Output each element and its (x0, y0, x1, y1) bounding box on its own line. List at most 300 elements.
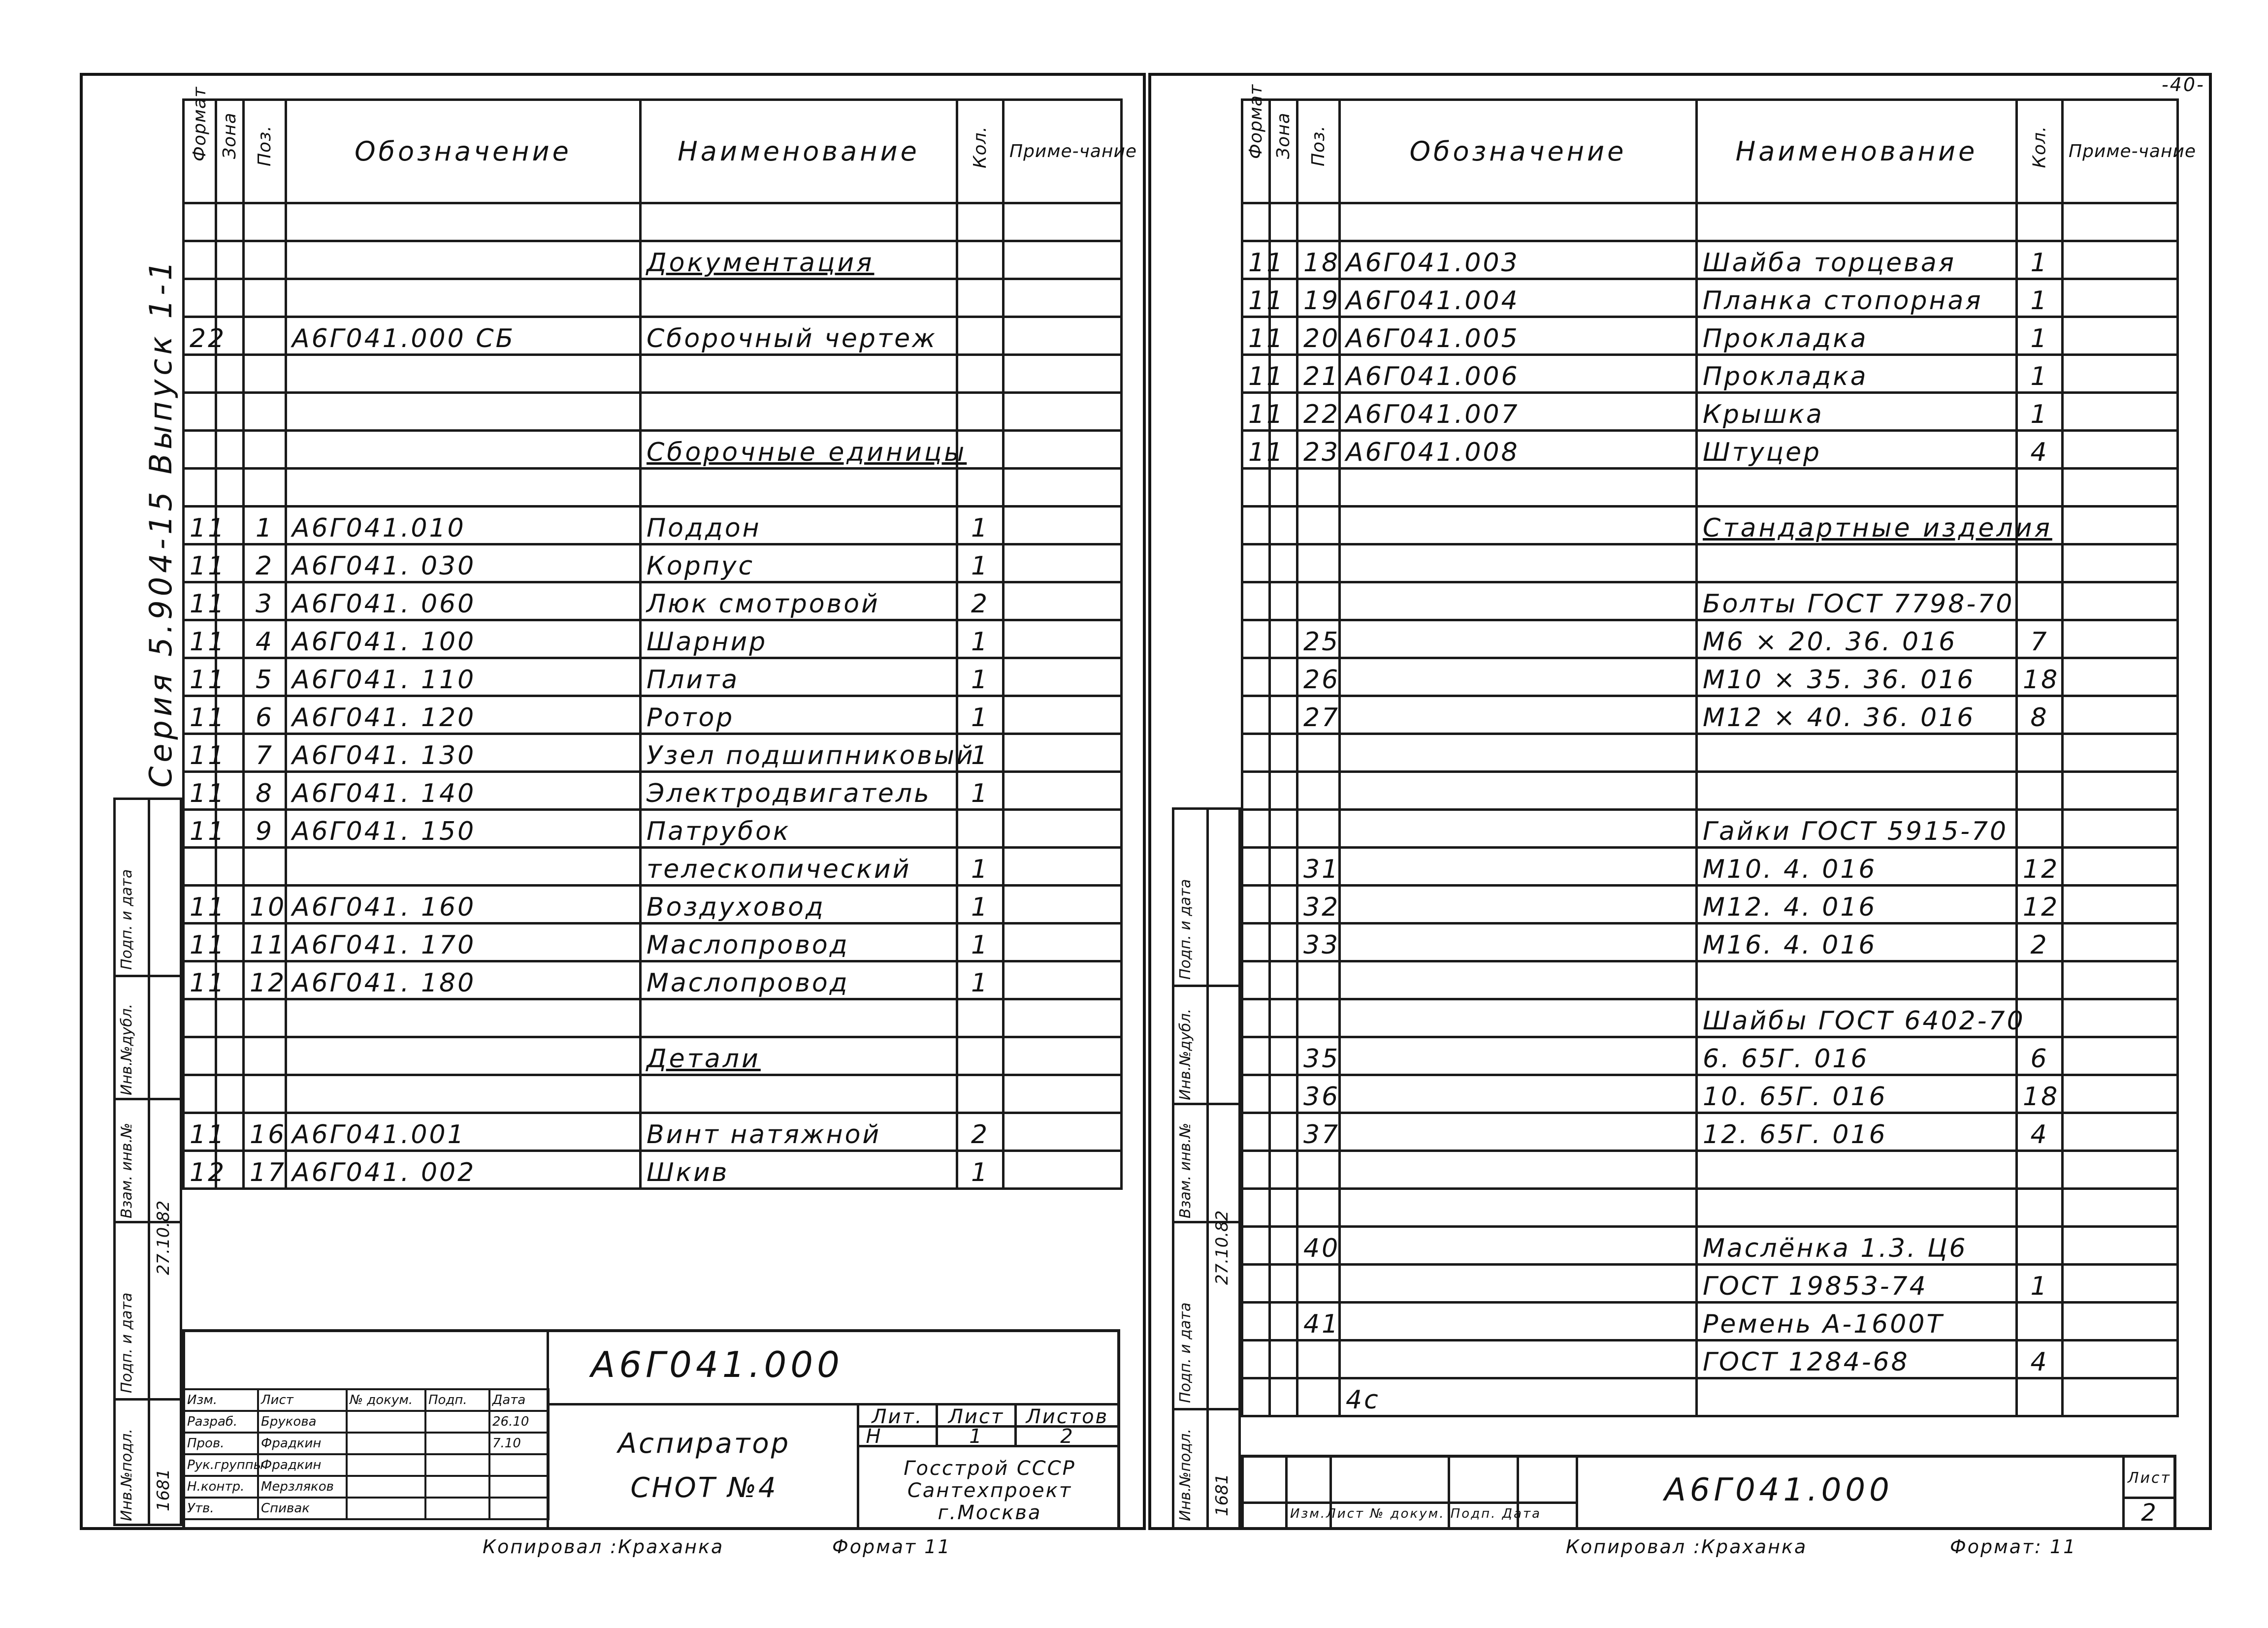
cell-format: 11 (1242, 393, 1270, 431)
cell-designation: А6Г041.003 (1340, 241, 1697, 279)
cell-zone (1270, 999, 1297, 1037)
col-pos: Поз. (244, 100, 286, 203)
cell-qty: 1 (957, 734, 1004, 772)
sheets-label: Листов (1026, 1405, 1109, 1428)
cell-pos: 33 (1297, 924, 1340, 961)
cell-pos (1297, 772, 1340, 810)
side-value-date: 27.10.82 (1212, 1210, 1232, 1285)
cell-zone (1270, 507, 1297, 544)
signature-cell-no (347, 1498, 425, 1519)
side-label-replaced-inv: Взам. инв.№ (118, 1122, 135, 1218)
col-format: Формат (184, 100, 216, 203)
signature-cell-doc: Спивак (258, 1498, 347, 1519)
table-row (1242, 241, 2178, 279)
cell-designation: А6Г041. 002 (286, 1151, 641, 1189)
cell-zone (1270, 886, 1297, 924)
cell-qty: 6 (2017, 1037, 2063, 1075)
cell-name: Детали (641, 1037, 957, 1075)
cell-format (1242, 886, 1270, 924)
cell-designation (286, 1075, 641, 1113)
cell-name: М12. 4. 016 (1697, 886, 2017, 924)
cell-format (1242, 734, 1270, 772)
cell-note (2063, 431, 2178, 469)
cell-note (1004, 1075, 1122, 1113)
cell-qty: 1 (957, 658, 1004, 696)
cell-name: Шкив (641, 1151, 957, 1189)
cell-format (1242, 1037, 1270, 1075)
signature-row (184, 1454, 549, 1476)
cell-format (184, 431, 216, 469)
cell-name: Люк смотровой (641, 582, 957, 620)
cell-name (1697, 734, 2017, 772)
cell-qty: 1 (2017, 355, 2063, 393)
cell-qty: 1 (2017, 393, 2063, 431)
cell-name: М12 × 40. 36. 016 (1697, 696, 2017, 734)
cell-note (2063, 1378, 2178, 1416)
cell-name (641, 393, 957, 431)
cell-pos (1297, 1151, 1340, 1189)
col-qty: Кол. (2017, 100, 2063, 203)
cell-name (641, 203, 957, 241)
cell-pos: 11 (244, 924, 286, 961)
table-row (184, 241, 1122, 279)
cell-pos: 19 (1297, 279, 1340, 317)
cell-designation (1340, 507, 1697, 544)
sheet-label: Лист (948, 1405, 1004, 1428)
cell-format (184, 1075, 216, 1113)
cell-qty (957, 393, 1004, 431)
cell-designation (286, 203, 641, 241)
signature-cell-role: Рук.группы (184, 1454, 258, 1476)
cell-designation: А6Г041. 100 (286, 620, 641, 658)
cell-pos: 2 (244, 544, 286, 582)
cell-format: 11 (184, 961, 216, 999)
cell-designation (1340, 772, 1697, 810)
cell-designation (286, 1037, 641, 1075)
cell-name (1697, 1151, 2017, 1189)
cell-pos (244, 1075, 286, 1113)
cell-qty: 1 (2017, 317, 2063, 355)
cell-qty: 4 (2017, 1341, 2063, 1378)
table-row (184, 620, 1122, 658)
cell-note (1004, 469, 1122, 507)
cell-pos: 23 (1297, 431, 1340, 469)
cell-zone (1270, 544, 1297, 582)
cell-pos: 8 (244, 772, 286, 810)
cell-name (1697, 1378, 2017, 1416)
cell-qty (957, 355, 1004, 393)
table-row (184, 772, 1122, 810)
cell-pos (244, 999, 286, 1037)
table-row (1242, 1189, 2178, 1227)
cell-zone (1270, 734, 1297, 772)
cell-name: Ротор (641, 696, 957, 734)
cell-note (2063, 241, 2178, 279)
cell-pos (244, 355, 286, 393)
lit-label: Лит. (872, 1405, 923, 1428)
cell-designation (1340, 1265, 1697, 1303)
cell-note (1004, 848, 1122, 886)
cell-designation: А6Г041.010 (286, 507, 641, 544)
cell-pos (1297, 1341, 1340, 1378)
cell-name: Прокладка (1697, 355, 2017, 393)
cell-note (1004, 961, 1122, 999)
cell-qty: 1 (957, 1151, 1004, 1189)
col-zone: Зона (1270, 100, 1297, 203)
stamp-bottom-labels: Изм.Лист № докум. Подп. Дата (1290, 1506, 1542, 1521)
cell-note (1004, 203, 1122, 241)
cell-pos: 22 (1297, 393, 1340, 431)
cell-format (1242, 544, 1270, 582)
table-row (184, 999, 1122, 1037)
cell-note (2063, 999, 2178, 1037)
cell-format (1242, 1303, 1270, 1341)
cell-name: Маслёнка 1.3. Ц6 (1697, 1227, 2017, 1265)
cell-pos: 21 (1297, 355, 1340, 393)
cell-note (2063, 1341, 2178, 1378)
signature-cell-date: 7.10 (489, 1433, 549, 1454)
cell-zone (1270, 810, 1297, 848)
cell-note (2063, 961, 2178, 999)
cell-zone (1270, 696, 1297, 734)
cell-designation (1340, 999, 1697, 1037)
table-row (184, 658, 1122, 696)
cell-zone (1270, 203, 1297, 241)
table-row (1242, 848, 2178, 886)
cell-qty: 2 (957, 1113, 1004, 1151)
cell-qty (2017, 1303, 2063, 1341)
cell-note (2063, 696, 2178, 734)
cell-format (1242, 696, 1270, 734)
cell-designation: А6Г041. 120 (286, 696, 641, 734)
cell-name: Поддон (641, 507, 957, 544)
cell-designation: А6Г041. 030 (286, 544, 641, 582)
cell-zone (1270, 582, 1297, 620)
cell-pos (1297, 810, 1340, 848)
table-row (1242, 1113, 2178, 1151)
table-row (1242, 1227, 2178, 1265)
cell-note (1004, 734, 1122, 772)
cell-designation (1340, 1341, 1697, 1378)
table-row (184, 810, 1122, 848)
cell-format (1242, 961, 1270, 999)
cell-designation: А6Г041. 060 (286, 582, 641, 620)
cell-qty: 12 (2017, 848, 2063, 886)
cell-pos: 6 (244, 696, 286, 734)
table-row (184, 431, 1122, 469)
cell-note (2063, 1113, 2178, 1151)
cell-name (1697, 203, 2017, 241)
cell-zone (216, 1037, 244, 1075)
table-row (184, 544, 1122, 582)
cell-format (1242, 848, 1270, 886)
cell-pos (244, 1037, 286, 1075)
cell-format: 11 (184, 544, 216, 582)
cell-note (2063, 1227, 2178, 1265)
series-issue-label: Серия 5.904-15 Выпуск 1-1 (143, 257, 179, 788)
cell-pos (244, 431, 286, 469)
cell-pos: 37 (1297, 1113, 1340, 1151)
signature-cell-role: Изм. (184, 1389, 258, 1411)
cell-zone (216, 279, 244, 317)
product-subtitle: СНОТ №4 (630, 1472, 778, 1504)
table-row (1242, 658, 2178, 696)
cell-format (1242, 772, 1270, 810)
cell-qty (2017, 582, 2063, 620)
signature-row (184, 1476, 549, 1498)
cell-name: Воздуховод (641, 886, 957, 924)
table-row (184, 886, 1122, 924)
cell-qty (957, 241, 1004, 279)
cell-zone (1270, 1341, 1297, 1378)
cell-qty: 12 (2017, 886, 2063, 924)
cell-designation (1340, 1151, 1697, 1189)
col-pos: Поз. (1297, 100, 1340, 203)
cell-designation (286, 431, 641, 469)
cell-pos: 18 (1297, 241, 1340, 279)
table-row (184, 1113, 1122, 1151)
cell-pos (1297, 999, 1340, 1037)
side-label-signature-date: Подп. и дата (1177, 879, 1194, 980)
cell-zone (1270, 658, 1297, 696)
cell-designation: А6Г041.004 (1340, 279, 1697, 317)
cell-qty (2017, 469, 2063, 507)
cell-designation (1340, 924, 1697, 961)
cell-qty: 2 (2017, 924, 2063, 961)
cell-qty (957, 203, 1004, 241)
cell-name: Плита (641, 658, 957, 696)
cell-note (1004, 772, 1122, 810)
col-zone: Зона (216, 100, 244, 203)
cell-note (1004, 658, 1122, 696)
cell-designation (1340, 961, 1697, 999)
table-row (1242, 961, 2178, 999)
cell-qty: 8 (2017, 696, 2063, 734)
cell-zone (1270, 1227, 1297, 1265)
cell-format (184, 355, 216, 393)
spec-table-sheet-1 (182, 86, 1137, 1190)
table-row (1242, 810, 2178, 848)
table-row (1242, 507, 2178, 544)
table-row (184, 279, 1122, 317)
cell-zone (1270, 1378, 1297, 1416)
cell-format (184, 1037, 216, 1075)
cell-pos (1297, 469, 1340, 507)
cell-designation (286, 469, 641, 507)
cell-designation (1340, 734, 1697, 772)
cell-qty (2017, 810, 2063, 848)
cell-note (2063, 469, 2178, 507)
signature-cell-doc: Фрадкин (258, 1454, 347, 1476)
cell-format: 11 (184, 734, 216, 772)
cell-format: 11 (184, 886, 216, 924)
cell-qty (957, 999, 1004, 1037)
signature-cell-date (489, 1498, 549, 1519)
cell-pos: 26 (1297, 658, 1340, 696)
cell-zone (216, 1075, 244, 1113)
cell-pos: 9 (244, 810, 286, 848)
cell-zone (1270, 620, 1297, 658)
cell-name: М10. 4. 016 (1697, 848, 2017, 886)
table-row (184, 469, 1122, 507)
cell-designation (286, 279, 641, 317)
cell-pos: 36 (1297, 1075, 1340, 1113)
signature-row (184, 1498, 549, 1519)
signature-row (184, 1411, 549, 1433)
table-row (184, 1037, 1122, 1075)
cell-designation (286, 355, 641, 393)
cell-designation: А6Г041.008 (1340, 431, 1697, 469)
cell-note (2063, 810, 2178, 848)
cell-format: 11 (1242, 241, 1270, 279)
table-row (1242, 431, 2178, 469)
cell-pos: 12 (244, 961, 286, 999)
cell-zone (216, 355, 244, 393)
cell-format: 11 (1242, 431, 1270, 469)
cell-name: Винт натяжной (641, 1113, 957, 1151)
cell-designation: А6Г041.005 (1340, 317, 1697, 355)
table-row (1242, 999, 2178, 1037)
cell-designation (1340, 696, 1697, 734)
cell-qty: 1 (2017, 241, 2063, 279)
cell-pos (244, 393, 286, 431)
cell-designation (286, 393, 641, 431)
cell-qty: 1 (957, 507, 1004, 544)
cell-format (1242, 1113, 1270, 1151)
cell-zone (1270, 1303, 1297, 1341)
cell-qty: 1 (957, 620, 1004, 658)
cell-format (184, 393, 216, 431)
signature-cell-doc: Мерзляков (258, 1476, 347, 1498)
cell-note (1004, 393, 1122, 431)
cell-designation (286, 999, 641, 1037)
cell-qty: 18 (2017, 658, 2063, 696)
cell-name (1697, 1189, 2017, 1227)
table-row (184, 734, 1122, 772)
signature-cell-role: Пров. (184, 1433, 258, 1454)
cell-format: 12 (184, 1151, 216, 1189)
cell-name: Шайбы ГОСТ 6402-70 (1697, 999, 2017, 1037)
cell-format (1242, 1341, 1270, 1378)
cell-designation (1340, 1037, 1697, 1075)
cell-format: 11 (1242, 355, 1270, 393)
cell-qty (2017, 772, 2063, 810)
document-code: А6Г041.000 (1664, 1472, 1893, 1508)
cell-format: 11 (1242, 279, 1270, 317)
cell-pos: 1 (244, 507, 286, 544)
signature-row (184, 1433, 549, 1454)
cell-name (641, 279, 957, 317)
col-name: Наименование (1697, 100, 2017, 203)
cell-qty: 1 (957, 696, 1004, 734)
cell-format: 11 (184, 507, 216, 544)
cell-designation (1340, 1303, 1697, 1341)
table-row (184, 393, 1122, 431)
cell-format: 11 (184, 772, 216, 810)
signature-cell-sign: Подп. (425, 1389, 489, 1411)
col-note: Приме-чание (1004, 100, 1122, 203)
cell-name: М6 × 20. 36. 016 (1697, 620, 2017, 658)
cell-qty: 1 (2017, 279, 2063, 317)
cell-designation (1340, 658, 1697, 696)
cell-name: телескопический (641, 848, 957, 886)
cell-zone (1270, 848, 1297, 886)
cell-qty (2017, 1151, 2063, 1189)
cell-pos (1297, 734, 1340, 772)
cell-designation (1340, 810, 1697, 848)
cell-zone (1270, 1265, 1297, 1303)
cell-pos (1297, 544, 1340, 582)
cell-designation: А6Г041.007 (1340, 393, 1697, 431)
col-designation: Обозначение (286, 100, 641, 203)
cell-designation (1340, 620, 1697, 658)
cell-qty (2017, 961, 2063, 999)
cell-zone (1270, 1151, 1297, 1189)
signature-cell-sign (425, 1454, 489, 1476)
side-label-signature-date-2: Подп. и дата (118, 1292, 135, 1393)
cell-name: Документация (641, 241, 957, 279)
cell-format (184, 469, 216, 507)
cell-designation: А6Г041.006 (1340, 355, 1697, 393)
cell-qty (957, 1037, 1004, 1075)
signature-cell-role: Разраб. (184, 1411, 258, 1433)
cell-name: Шайба торцевая (1697, 241, 2017, 279)
cell-format (1242, 1189, 1270, 1227)
cell-designation (286, 241, 641, 279)
signature-cell-doc: Брукова (258, 1411, 347, 1433)
signature-cell-sign (425, 1411, 489, 1433)
table-row (184, 203, 1122, 241)
cell-designation (1340, 848, 1697, 886)
signature-cell-role: Утв. (184, 1498, 258, 1519)
cell-name: М16. 4. 016 (1697, 924, 2017, 961)
cell-pos (1297, 1189, 1340, 1227)
cell-name (1697, 544, 2017, 582)
cell-pos: 41 (1297, 1303, 1340, 1341)
cell-pos: 3 (244, 582, 286, 620)
cell-pos (244, 848, 286, 886)
cell-note (1004, 1037, 1122, 1075)
signature-cell-no (347, 1454, 425, 1476)
table-row (1242, 1075, 2178, 1113)
cell-format: 11 (184, 582, 216, 620)
cell-name: 10. 65Г. 016 (1697, 1075, 2017, 1113)
signature-cell-sign (425, 1498, 489, 1519)
cell-name (641, 1075, 957, 1113)
table-row (1242, 1151, 2178, 1189)
cell-name: Шарнир (641, 620, 957, 658)
table-row (1242, 544, 2178, 582)
side-label-replaced-inv: Взам. инв.№ (1177, 1122, 1194, 1218)
table-row (1242, 1037, 2178, 1075)
cell-name: Болты ГОСТ 7798-70 (1697, 582, 2017, 620)
cell-zone (1270, 1113, 1297, 1151)
lit-value: Н (866, 1425, 882, 1448)
cell-format: 11 (184, 658, 216, 696)
cell-name: Узел подшипниковый (641, 734, 957, 772)
cell-designation: 4с (1340, 1378, 1697, 1416)
cell-note (2063, 1151, 2178, 1189)
cell-pos: 4 (244, 620, 286, 658)
cell-pos (1297, 507, 1340, 544)
sheet-value: 1 (969, 1425, 983, 1448)
signature-cell-role: Н.контр. (184, 1476, 258, 1498)
cell-pos: 40 (1297, 1227, 1340, 1265)
cell-name: М10 × 35. 36. 016 (1697, 658, 2017, 696)
signatures-grid-sheet-1 (183, 1388, 550, 1520)
cell-format (1242, 203, 1270, 241)
org-line-2: Сантехпроект (907, 1479, 1072, 1502)
